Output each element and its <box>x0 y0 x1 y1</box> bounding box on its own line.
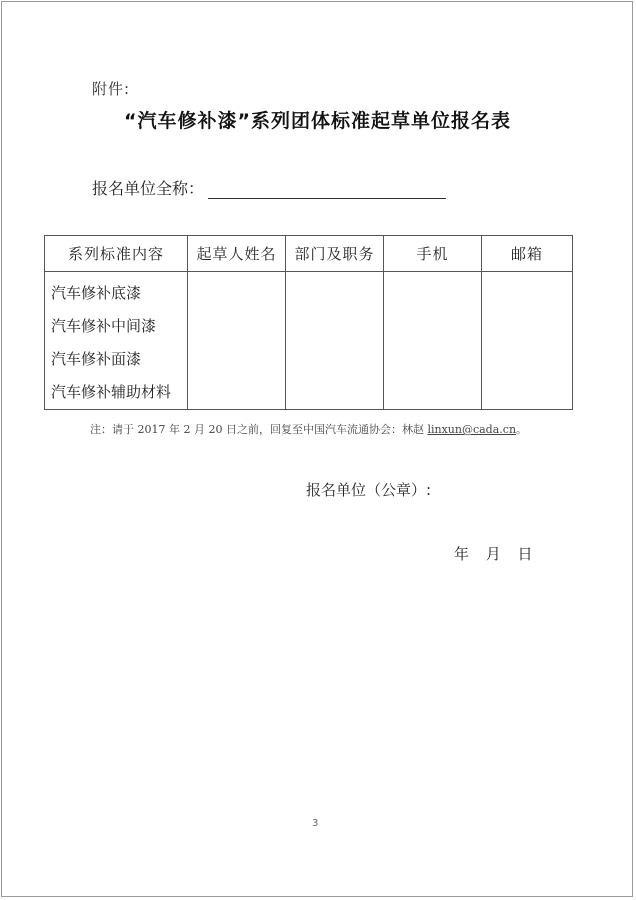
seal-label: 报名单位（公章）: <box>306 481 432 499</box>
attachment-label: 附件: <box>92 80 131 98</box>
drafter-name-cell <box>188 272 286 410</box>
registration-table <box>44 235 573 410</box>
table-header-row <box>45 236 573 272</box>
unit-full-name-label: 报名单位全称： <box>92 179 205 198</box>
department-position-cell <box>286 272 384 410</box>
header-department-position: 部门及职务 <box>286 236 384 272</box>
list-item: 汽车修补辅助材料 <box>51 383 172 401</box>
page-title: “汽车修补漆”系列团体标准起草单位报名表 <box>124 110 511 132</box>
list-item: 汽车修补底漆 <box>51 284 142 302</box>
note-email: linxun@cada.cn <box>427 423 517 436</box>
list-item: 汽车修补面漆 <box>51 350 142 368</box>
note-text: 注：请于 2017 年 2 月 20 日之前，回复至中国汽车流通协会：林赵 <box>90 423 424 436</box>
table-body-row <box>45 272 573 410</box>
unit-full-name-line <box>92 176 446 199</box>
note <box>90 421 527 437</box>
standard-content-cell <box>45 272 188 410</box>
header-standard-content: 系列标准内容 <box>45 236 188 272</box>
header-email: 邮箱 <box>482 236 573 272</box>
header-mobile: 手机 <box>384 236 482 272</box>
header-drafter-name: 起草人姓名 <box>188 236 286 272</box>
list-item: 汽车修补中间漆 <box>51 317 157 335</box>
mobile-cell <box>384 272 482 410</box>
note-end: 。 <box>516 423 528 436</box>
page-border <box>1 1 633 897</box>
unit-full-name-blank <box>208 181 446 199</box>
page-number: 3 <box>312 818 319 829</box>
email-cell <box>482 272 573 410</box>
date-line: 年 月 日 <box>454 545 533 563</box>
